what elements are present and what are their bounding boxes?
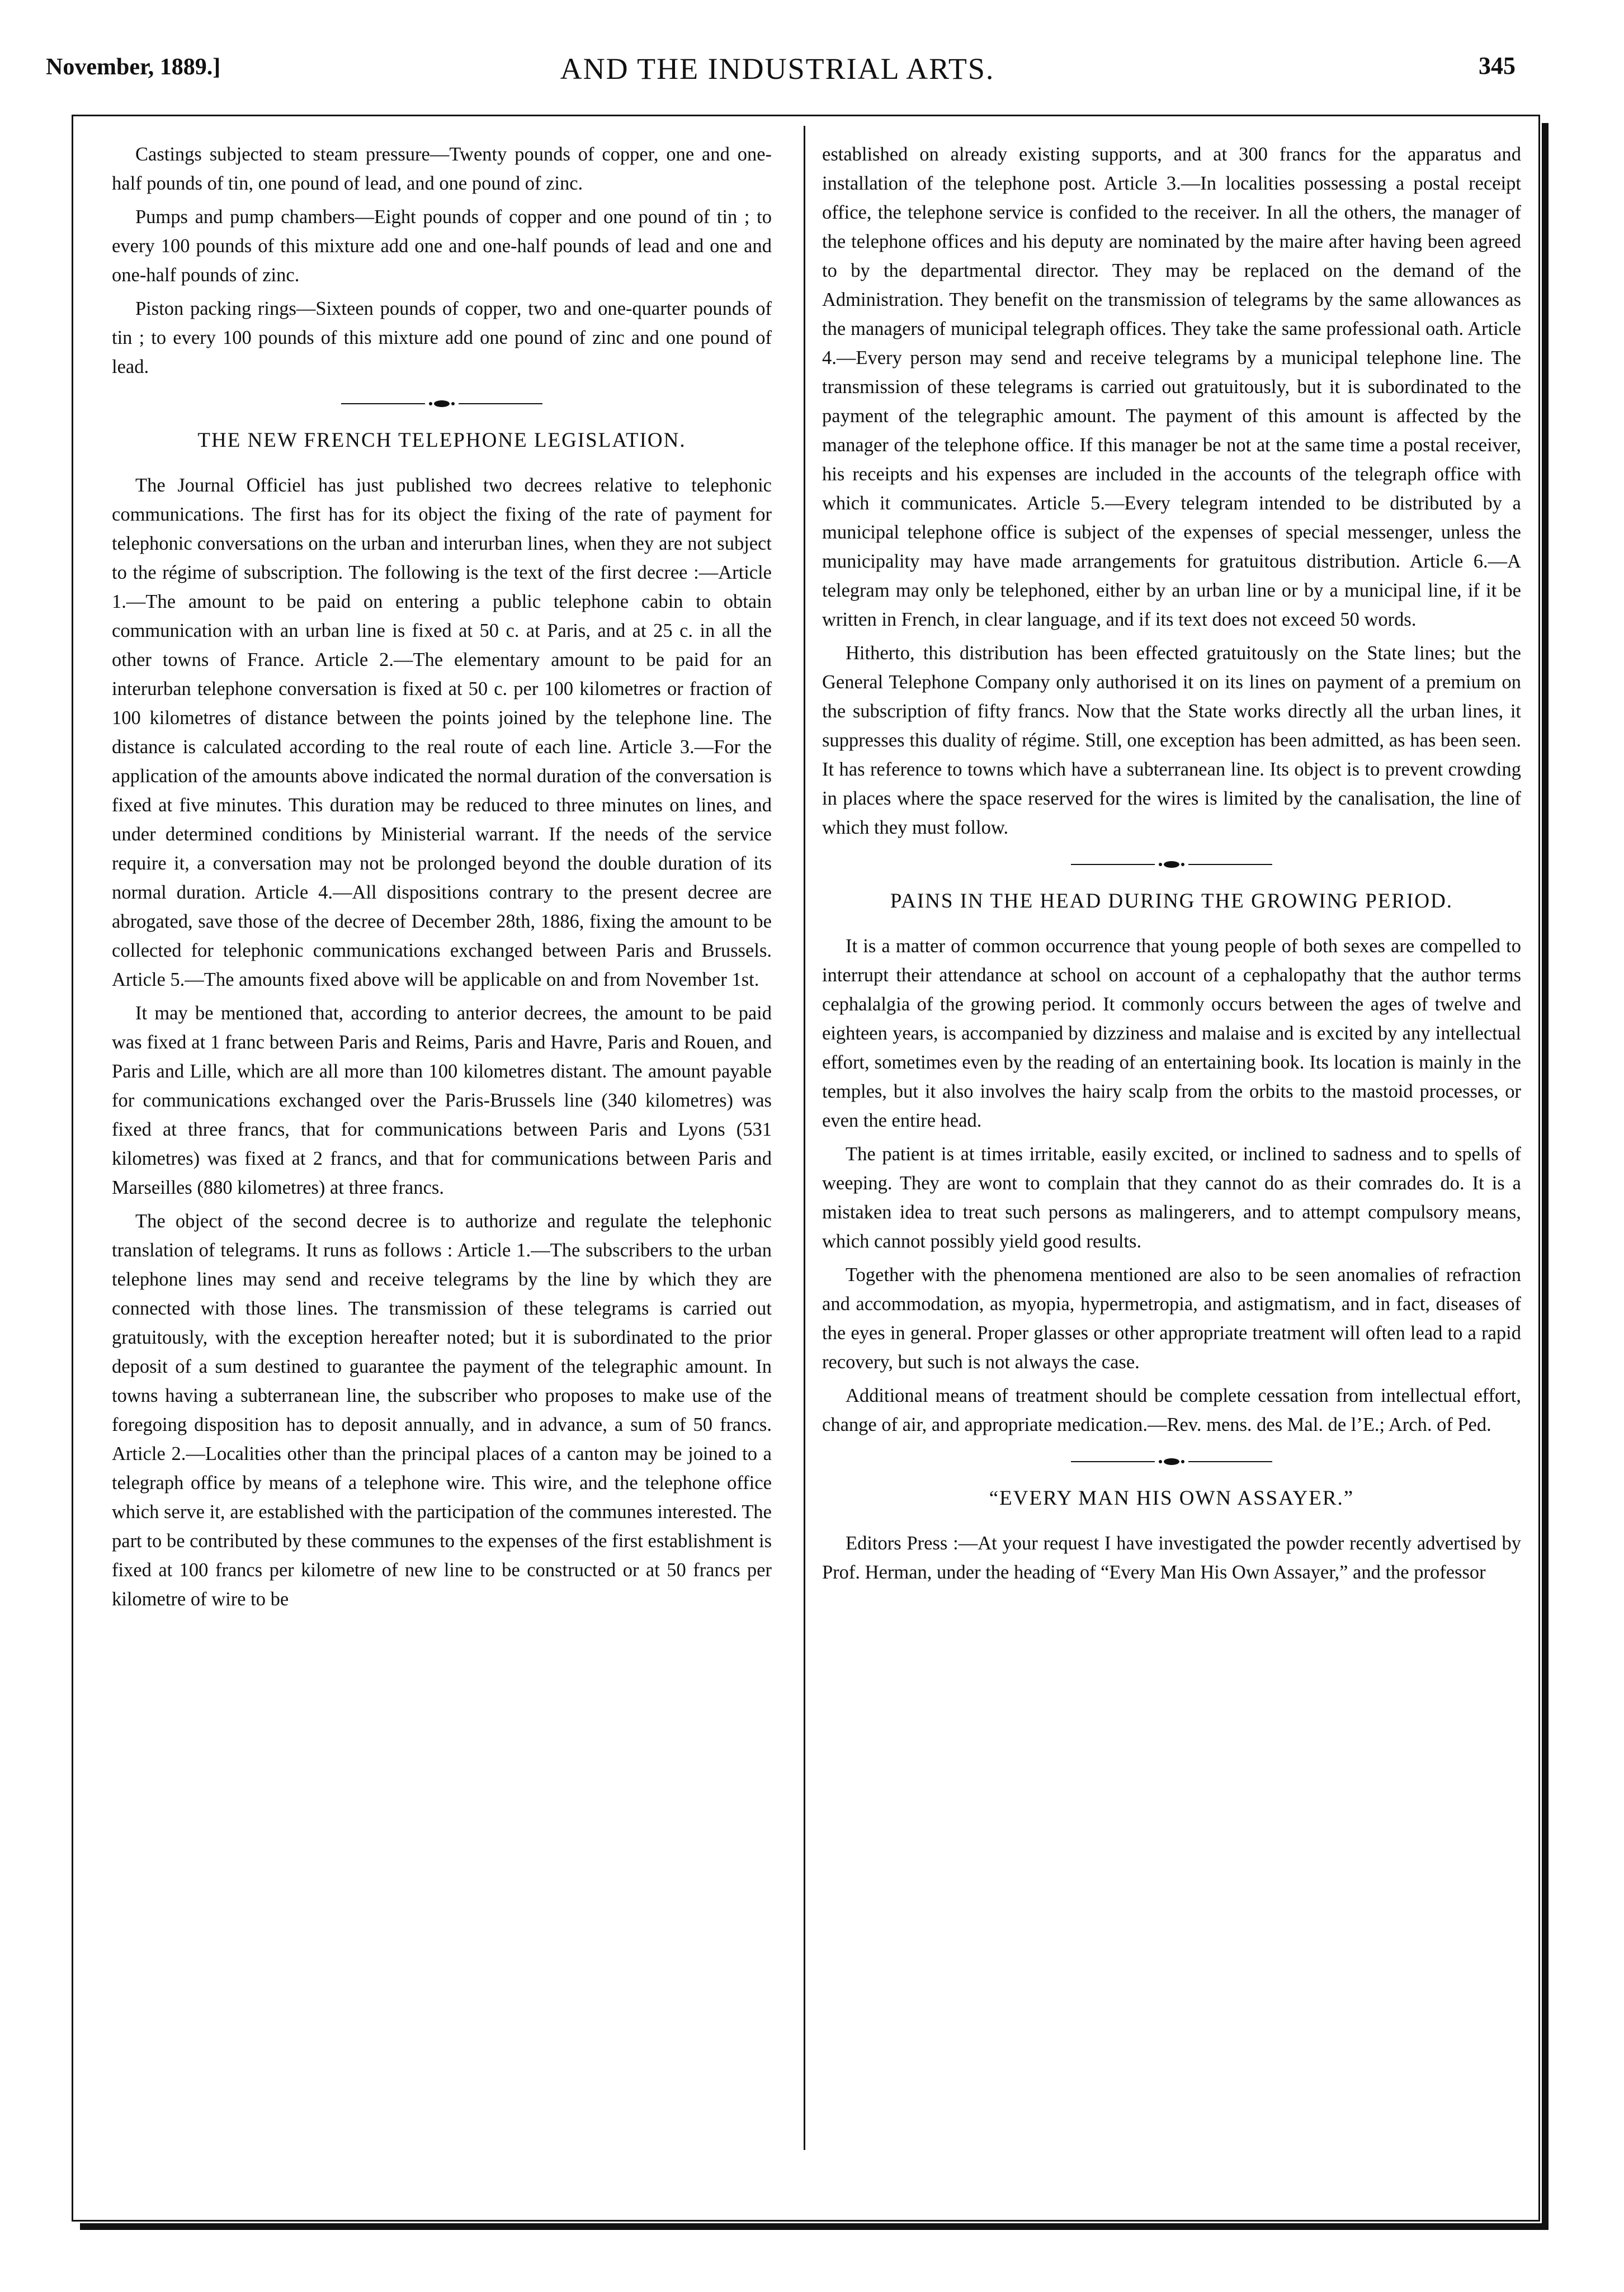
section-ornament: [1071, 1456, 1272, 1467]
article-paragraph: It is a matter of common occurrence that young people of both sexes are compelled to interrupt their attendance at school on account of a cephalopathy that the author terms cephalalgia of the growing period. It commonly occurs between the ages of twelve and eighteen years, is accompanied by dizziness and malaise and is excited by any intellectual effort, sometimes even by the reading of an entertaining book. Its location is mainly in the temples, but it also involves the hairy scalp from the orbits to the mastoid processes, or even the entire head.: [822, 935, 1521, 1131]
assayer-heading: “EVERY MAN HIS OWN ASSAYER.”: [989, 1487, 1354, 1510]
article-paragraph: The Journal Officiel has just published two decrees relative to telephonic communications. The first has for its object the fixing of the rate of payment for telephonic conversations on the urban and interurban lines, when they are not subject to the régime of subscription. The following is the text of the first decree :—Article 1.—The amount to be paid on entering a public telephone cabin to obtain communication with an urban line is fixed at 50 c. at Paris, and at 25 c. in all the other towns of France. Article 2.—The elementary amount to be paid for an interurban telephone conversation is fixed at 50 c. per 100 kilometres or fraction of 100 kilometres of distance between the points joined by the telephone line. The distance is calculated according to the real route of each line. Article 3.—For the application of the amounts above indicated the normal duration of the conversation is fixed at five minutes. This duration may be reduced to three minutes on lines, and under determined conditions by Ministerial warrant. If the needs of the service require it, a conversation may not be prolonged beyond the double duration of its normal duration. Article 4.—All dispositions contrary to the present decree are abrogated, save those of the decree of December 28th, 1886, fixing the amount to be collected for telephonic communications exchanged between Paris and Brussels. Article 5.—The amounts fixed above will be applicable on and from November 1st.: [112, 475, 772, 990]
alloy-paragraph: Castings subjected to steam pressure—Twenty pounds of copper, one and one-half pounds of tin, one pound of lead, and one pound of zinc.: [112, 144, 772, 194]
article-paragraph: Together with the phenomena mentioned are also to be seen anomalies of refraction and accommodation, as myopia, hypermetropia, and astigmatism, and in fact, diseases of the eyes in general. Proper glasses or other appropriate treatment will often lead to a rapid recovery, but such is not always the case.: [822, 1264, 1521, 1373]
article-paragraph: established on already existing supports, and at 300 francs for the apparatus and installation of the telephone post. Article 3.—In localities possessing a postal receipt office, the telephone service is confided to the receiver. In all the others, the manager of the telephone offices and his deputy are nominated by the maire after having been agreed to by the departmental director. They may be replaced on the demand of the Administration. They benefit on the transmission of telegrams by the same allowances as the managers of municipal telegraph offices. They take the same professional oath. Article 4.—Every person may send and receive telegrams by a municipal telephone line. The transmission of these telegrams is carried out gratuitously, but it is subordinated to the payment of the telegraphic amount. The payment of this amount is affected by the manager of the telephone office. If this manager be not at the same time a postal receiver, his receipts and his expenses are included in the accounts of the telegraph office with which it communicates. Article 5.—Every telegram intended to be distributed by a municipal telephone office is subject of the expenses of special messenger, unless the municipality may have made arrangements for gratuitous distribution. Article 6.—A telegram may only be telephoned, either by an urban line or by a municipal line, if it be written in French, in clear language, and if its text does not exceed 50 words.: [822, 144, 1521, 630]
right-column: [822, 140, 1521, 1591]
article-paragraph: Editors Press :—At your request I have investigated the powder recently advertised by Prof. Herman, under the heading of “Every Man His Own Assayer,” and the professor: [822, 1533, 1521, 1583]
article-paragraph: Additional means of treatment should be complete cessation from intellectual effort, change of air, and appropriate medication.—Rev. mens. des Mal. de l’E.; Arch. of Ped.: [822, 1385, 1521, 1435]
running-head: [39, 51, 1516, 85]
alloy-paragraph: Piston packing rings—Sixteen pounds of copper, two and one-quarter pounds of tin ; to every 100 pounds of this mixture add one pound of zinc and one pound of lead.: [112, 298, 772, 377]
column-divider: [804, 126, 805, 2150]
section-ornament: [341, 398, 542, 409]
issue-date: November, 1889.]: [46, 54, 221, 80]
article-paragraph: The patient is at times irritable, easily excited, or inclined to sadness and to spells of weeping. They are wont to complain that they cannot do as their comrades do. It is a mistaken idea to treat such persons as malingerers, and to attempt compulsory means, which cannot possibly yield good results.: [822, 1143, 1521, 1252]
pains-heading: PAINS IN THE HEAD DURING THE GROWING PERIOD.: [890, 890, 1453, 913]
telephone-legislation-heading: THE NEW FRENCH TELEPHONE LEGISLATION.: [197, 429, 686, 452]
alloy-paragraph: Pumps and pump chambers—Eight pounds of copper and one pound of tin ; to every 100 pounds of this mixture add one and one-half pounds of lead and one and one-half pounds of zinc.: [112, 206, 772, 286]
left-column: [112, 140, 772, 1618]
article-paragraph: The object of the second decree is to authorize and regulate the telephonic translation of telegrams. It runs as follows : Article 1.—The subscribers to the urban telephone lines may send and receive telegrams by the line by which they are connected with those lines. The transmission of these telegrams is carried out gratuitously, with the exception hereafter noted; but it is subordinated to the prior deposit of a sum destined to guarantee the payment of the telegraphic amount. In towns having a subterranean line, the subscriber who proposes to make use of the foregoing disposition has to deposit annually, and in advance, a sum of 50 francs. Article 2.—Localities other than the principal places of a canton may be joined to a telegraph office by means of a telephone wire. This wire, and the telephone office which serve it, are established with the participation of the communes interested. The part to be contributed by these communes to the expenses of the first establishment is fixed at 100 francs per kilometre of new line to be constructed or at 50 francs per kilometre of wire to be: [112, 1211, 772, 1610]
section-ornament: [1071, 859, 1272, 870]
journal-title: AND THE INDUSTRIAL ARTS.: [560, 52, 995, 86]
page-number: 345: [1479, 52, 1516, 79]
article-paragraph: Hitherto, this distribution has been effected gratuitously on the State lines; but the General Telephone Company only authorised it on its lines on payment of a premium on the subscription of fifty francs. Now that the State works directly all the urban lines, it suppresses this duality of régime. Still, one exception has been admitted, as has been seen. It has reference to towns which have a subterranean line. Its object is to prevent crowding in places where the space reserved for the wires is limited by the canalisation, the line of which they must follow.: [822, 642, 1521, 838]
article-paragraph: It may be mentioned that, according to anterior decrees, the amount to be paid was fixed at 1 franc between Paris and Reims, Paris and Havre, Paris and Rouen, and Paris and Lille, which are all more than 100 kilometres distant. The amount payable for communications exchanged over the Paris-Brussels line (340 kilometres) was fixed at three francs, that for communications between Paris and Lyons (531 kilometres) was fixed at 2 francs, and that for communications between Paris and Marseilles (880 kilometres) at three francs.: [112, 1003, 772, 1198]
